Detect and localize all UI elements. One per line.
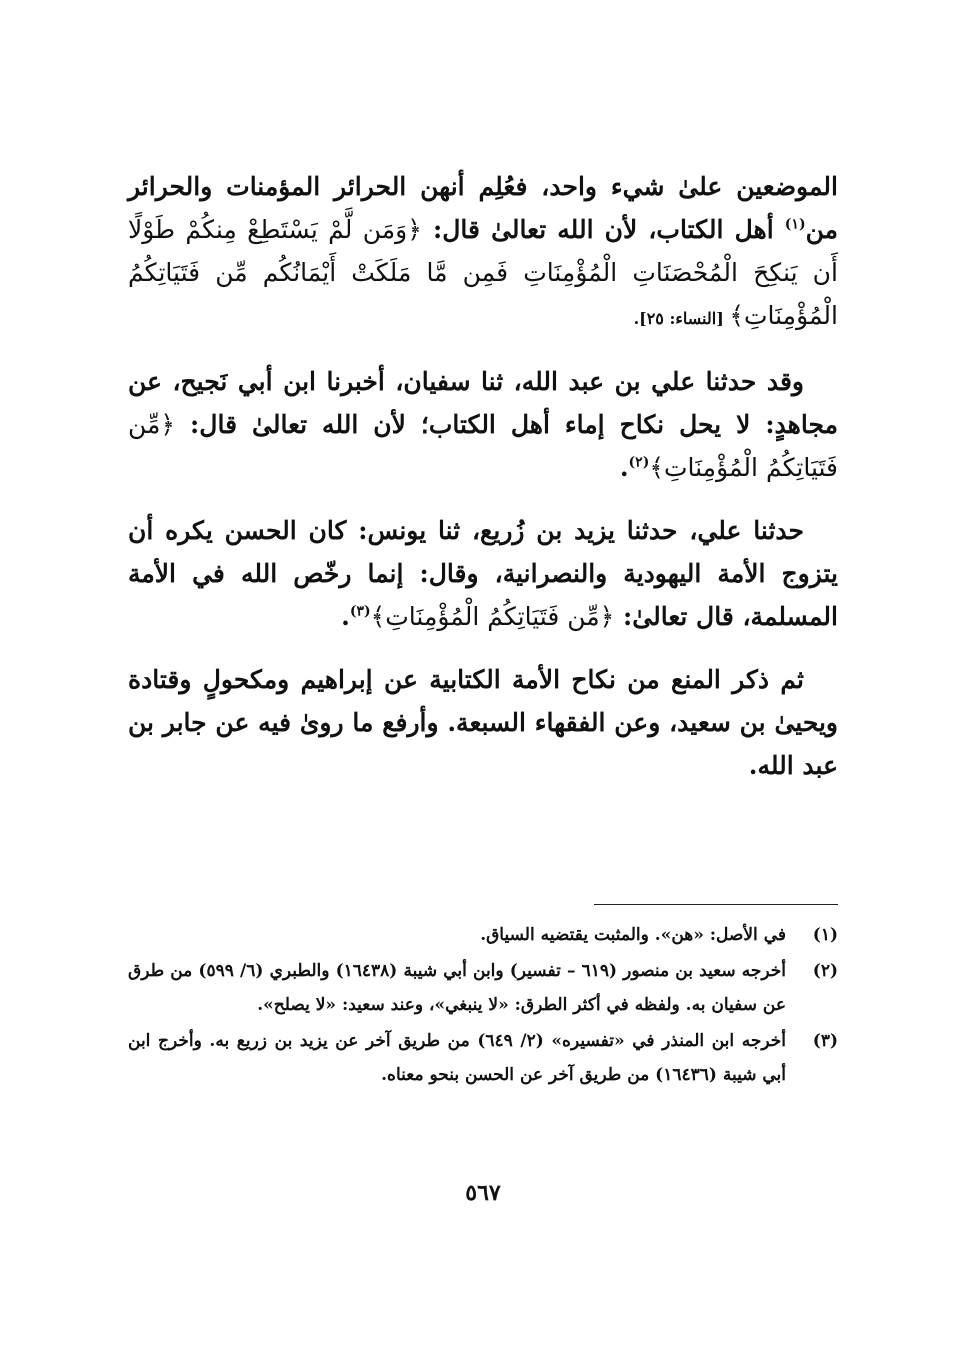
footnote-mark-3[interactable]: (٣) [349,603,371,620]
quran-verse: ﴿وَمَن لَّمْ يَسْتَطِعْ مِنكُمْ طَوْلًا أَن يَنكِحَ الْمُحْصَنَاتِ الْمُؤْمِنَاتِ فَمِن مَّا مَلَكَتْ أَيْمَانُكُم مِّن فَتَيَاتِكُمُ الْمُؤْمِنَاتِ﴾ [128,215,838,330]
footnote-text: أخرجه ابن المنذر في «تفسيره» (٢/ ٦٤٩) من طريق آخر عن يزيد بن زريع به. وأخرج ابن أبي شيبة (١٦٤٣٦) من طريق آخر عن الحسن بنحو معناه. [128,1031,786,1085]
footnote-mark-2[interactable]: (٢) [628,454,650,471]
paragraph-2-text: وقد حدثنا علي بن عبد الله، ثنا سفيان، أخبرنا ابن أبي نَجيح، عن مجاهدٍ: لا يحل نكاح إماء أهل الكتاب؛ لأن الله تعالىٰ قال: [128,367,838,439]
quran-verse: ﴿مِّن فَتَيَاتِكُمُ الْمُؤْمِنَاتِ﴾ [370,602,615,631]
main-text [128,165,838,807]
book-page [128,0,838,1361]
paragraph-1-text: الموضعين علىٰ شيء واحد، فعُلِم أنهن الحرائر المؤمنات والحرائر من [128,172,838,244]
footnote-mark-1[interactable]: (١) [784,216,806,233]
footnote-1 [128,918,838,952]
paragraph-3 [128,509,838,638]
paragraph-2 [128,360,838,489]
footnote-text: أخرجه سعيد بن منصور (٦١٩ – تفسير) وابن أبي شيبة (١٦٤٣٨) والطبري (٦/ ٥٩٩) من طرق عن سفيان به. ولفظه في أكثر الطرق: «لا ينبغي»، وعند سعيد: «لا يصلح». [128,961,786,1015]
paragraph-1 [128,165,838,340]
paragraph-4 [128,658,838,787]
footnote-2 [128,954,838,1022]
paragraph-3-text: حدثنا علي، حدثنا يزيد بن زُريع، ثنا يونس: كان الحسن يكره أن يتزوج الأمة اليهودية والنصرانية، وقال: إنما رخّص الله في الأمة المسلمة، قال تعالىٰ: [128,516,838,631]
paragraph-1-text-mid: أهل الكتاب، لأن الله تعالىٰ قال: [421,215,785,244]
footnote-text: في الأصل: «هن». والمثبت يقتضيه السياق. [480,925,786,945]
footnote-number: (١) [812,925,838,945]
footnotes [128,918,838,1094]
page-number: ٥٦٧ [465,1180,501,1206]
footnote-number: (٢) [812,961,838,981]
paragraph-4-text: ثم ذكر المنع من نكاح الأمة الكتابية عن إبراهيم ومكحولٍ وقتادة ويحيىٰ بن سعيد، وعن الفقهاء السبعة. وأرفع ما روىٰ فيه عن جابر بن عبد الله. [128,665,838,780]
footnote-number: (٣) [812,1031,838,1051]
verse-reference: [النساء: ٢٥]. [633,309,730,328]
quran-verse: ﴿مِّن فَتَيَاتِكُمُ الْمُؤْمِنَاتِ﴾ [128,410,838,482]
paragraph-3-end: . [341,602,350,631]
footnote-separator [594,904,838,905]
paragraph-2-end: . [619,453,629,482]
footnote-3 [128,1024,838,1092]
